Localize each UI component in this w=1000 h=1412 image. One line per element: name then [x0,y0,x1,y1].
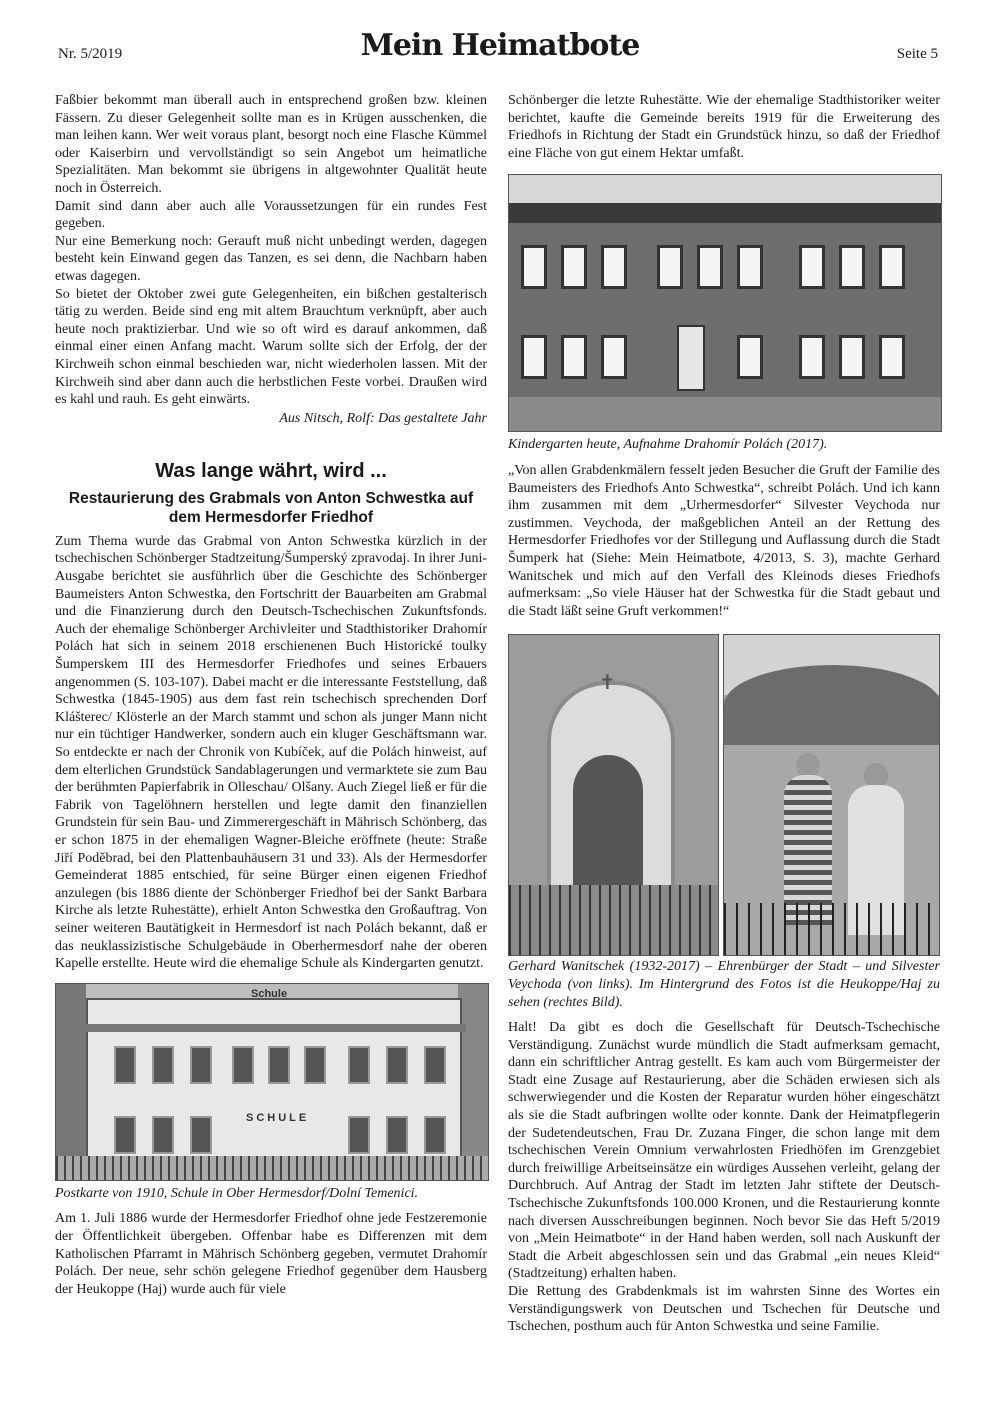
intro-paragraph: So bietet der Oktober zwei gute Gelegenheiten, ein bißchen gestalterisch tätig zu werden. Beide sind eng mit altem Brauchtum verknüpft, aber auch heute noch praktizierbar. Und wie so oft wird es darauf ankommen, daß einmal einer einen Anfang macht. Warum sollte sich der Erfolg, der der Kirchweih schon einmal beschieden war, nicht wiederholen lassen. Mit der Kirchweih sind aber dann auch die herbstlichen Feste vorbei. Draußen wird es kahl und rauh. Es geht einwärts. [55,286,487,408]
intro-paragraph: Faßbier bekommt man überall auch in entsprechend großen bzw. kleinen Fässern. Zu dieser Gelegenheit sollte man es in Krügen ausschenken, die man leihen kann. Wer weit voraus plant, besorgt noch eine Flasche Kümmel oder Kaiserbirn und vervollständigt so sein Angebot um heimatliche Spezialitäten. Man bekommt sie übrigens in altgewohnter Qualität heute noch in Österreich. [55,93,487,196]
kindergarten-caption: Kindergarten heute, Aufnahme Drahomír Polách (2017). [508,437,828,453]
intro-paragraph: Schönberger die letzte Ruhestätte. Wie der ehemalige Stadthistoriker weiter berichtet, kaufte die Gemeinde bereits 1919 für die Erweiterung des Friedhofs in Richtung der Stadt ein Grundstück hinzu, so daß der Friedhof eine Fläche von gut einem Hektar umfaßt. [508,93,940,161]
postcard-sign-top: Schule [251,987,288,1000]
intro-paragraph: Nur eine Bemerkung noch: Gerauft muß nicht unbedingt werden, dagegen besteht kein Einwand gegen das Tanzen, es sei denn, die Nachbarn haben etwas dagegen. [55,233,487,284]
closing-paragraph: Am 1. Juli 1886 wurde der Hermesdorfer Friedhof ohne jede Festzeremonie der Öffentlichkeit übergeben. Offenbar habe es Differenzen mit dem Katholischen Pfarramt in Mährisch Schönberg gegeben, vermutet Drahomír Polách. Der neue, sehr schön gelegene Friedhof gegenüber dem Hausberg der Heukoppe (Haj) wurde auch für viele [55,1211,487,1297]
postcard-sign: SCHULE [246,1111,310,1124]
postcard-photo [55,983,489,1181]
right-column [508,92,940,1336]
body-paragraph: Die Rettung des Grabdenkmals ist im wahrsten Sinne des Wortes ein Verständigungswerk von Deutschen und Tschechen für Deutsche und Tschechen, posthum auch für Anton Schwestka und seine Familie. [508,1284,940,1335]
body-paragraph: Halt! Da gibt es doch die Gesellschaft für Deutsch-Tschechische Verständigung. Zunächst wurde mündlich die Stadt aufmerksam gemacht, dann ein schriftlicher Antrag gestellt. Es kam auch vom Bürgermeister der Stadt eine Zusage auf Restaurierung, aber die Schäden erwiesen sich als schwerwiegender und die Kosten der Reparatur wurden höher eingeschätzt als sie die Stadt aufbringen wollte oder konnte. Dank der Heimatpflegerin der Sudetendeutschen, Frau Dr. Zuzana Finger, die schon lange mit dem tschechischen Verein Omnium verwahrlosten Friedhöfen im Grenzgebiet durch freiwillige Arbeitseinsätze ein würdiges Aussehen verleiht, gelang der Durchbruch. Auf Antrag der Stadt im letzten Jahr stiftete der Deutsch-Tschechische Zukunftsfonds 100.000 Kronen, und die Restaurierung konnte nach diversen Ausschreibungen beginnen. Noch bevor Sie das Heft 5/2019 von „Mein Heimatbote“ in der Hand haben werden, soll nach Auskunft der Stadt die Arbeit abgeschlossen sein und das Grabmal „ein neues Kleid“ (Stadtzeitung) erhalten haben. [508,1020,940,1282]
left-column [55,92,487,1298]
article-paragraph: Zum Thema wurde das Grabmal von Anton Schwestka kürzlich in der tschechischen Schönberger Stadtzeitung/Šumperský zpravodaj. In ihrer Juni-Ausgabe berichtet sie ausführlich über die Geschichte des Schönberger Baumeisters Anton Schwestka, den Fortschritt der Bauarbeiten am Grabmal und die Finanzierung durch den Deutsch-Tschechischen Zukunftsfonds. Auch der ehemalige Schönberger Archivleiter und Stadthistoriker Drahomír Polách hat sich in seinem 2018 erschienenen Buch Historické toulky Šumperskem III des Hermesdorfer Friedhofes und seines Erbauers angenommen (S. 103-107). Dabei macht er die interessante Feststellung, daß Schwestka (1845-1905) aus dem fast rein tschechisch sprechenden Dorf Klášterec/ Klösterle an der March stammt und schon als junger Mann nicht nur ein tüchtiger Handwerker, sondern auch ein kluger Geschäftsmann war. So entdeckte er nach der Chronik von Kubíček, auf die Polách hinweist, auf dem elterlichen Grundstück Sandablagerungen und vermarktete sie zum Bau der berühmten Papierfabrik in Olleschau/ Olšany. Auch Ziegel ließ er für die Fabrik von Tagelöhnern herstellen und legte damit den finanziellen Grundstein für sein Bau- und Zimmerergeschäft in Mährisch Schönberg, das er schon 1875 in der ehemaligen Wagner-Bleiche eröffnete (heute: Straße Jiří Poděbrad, bei den Plattenbauhäusern 31 und 33). Als der Hermesdorfer Gemeinderat 1885 entschied, für seine Bürger einen eigenen Friedhof anzulegen (bis 1886 diente der Schönberger Friedhof bei der Sankt Barbara Kirche als letzte Ruhestätte), erhielt Anton Schwestka den Großauftrag. Von seiner weiteren Bautätigkeit in Hermesdorf ist nach Polách bekannt, daß er das neuklassizistische Schulgebäude in Oberhermesdorf nahe der oberen Kapelle erstellte. Heute wird die ehemalige Schule als Kindergarten genutzt. [55,533,487,972]
quote-paragraph: „Von allen Grabdenkmälern fesselt jeden Besucher die Gruft der Familie des Baumeisters des Friedhofs Anto Schwestka“, schreibt Polách. Und ich kann ihm zusammen mit dem „Urhermesdorfer“ Silvester Veychoda nur zustimmen. Veychoda, der maßgeblichen Anteil an der Rettung des Hermesdorfer Friedhofes vor der Stillegung und Auflassung durch die Stadt Šumperk hat (Siehe: Mein Heimatbote, 4/2013, S. 3), machte Gerhard Wanitschek und mich auf den Verfall des Kleinods dieses Friedhofs aufmerksam: „So viele Häuser hat der Schwestka für die Stadt gebaut und die Stadt läßt seine Gruft verkommen!“ [508,462,940,619]
source-citation: Aus Nitsch, Rolf: Das gestaltete Jahr [279,410,487,426]
intro-paragraph: Damit sind dann aber auch alle Voraussetzungen für ein rundes Fest gegeben. [55,198,487,232]
article-subtitle: Restaurierung des Grabmals von Anton Schwestka auf dem Hermesdorfer Friedhof [68,489,474,526]
tomb-photo: ✝ [508,634,719,956]
page-number: Seite 5 [896,46,938,62]
postcard-caption: Postkarte von 1910, Schule in Ober Hermesdorf/Dolní Temenici. [55,1185,419,1201]
photos-caption: Gerhard Wanitschek (1932-2017) – Ehrenbürger der Stadt – und Silvester Veychoda (von links). Im Hintergrund des Fotos ist die Heukoppe/Haj zu sehen (rechtes Bild). [508,959,940,1010]
kindergarten-photo [508,174,942,432]
men-photo [723,634,940,956]
issue-number: Nr. 5/2019 [58,46,123,62]
photo-pair [508,634,940,954]
masthead: Mein Heimatbote [360,28,640,63]
article-title: Was lange währt, wird ... [155,460,387,483]
